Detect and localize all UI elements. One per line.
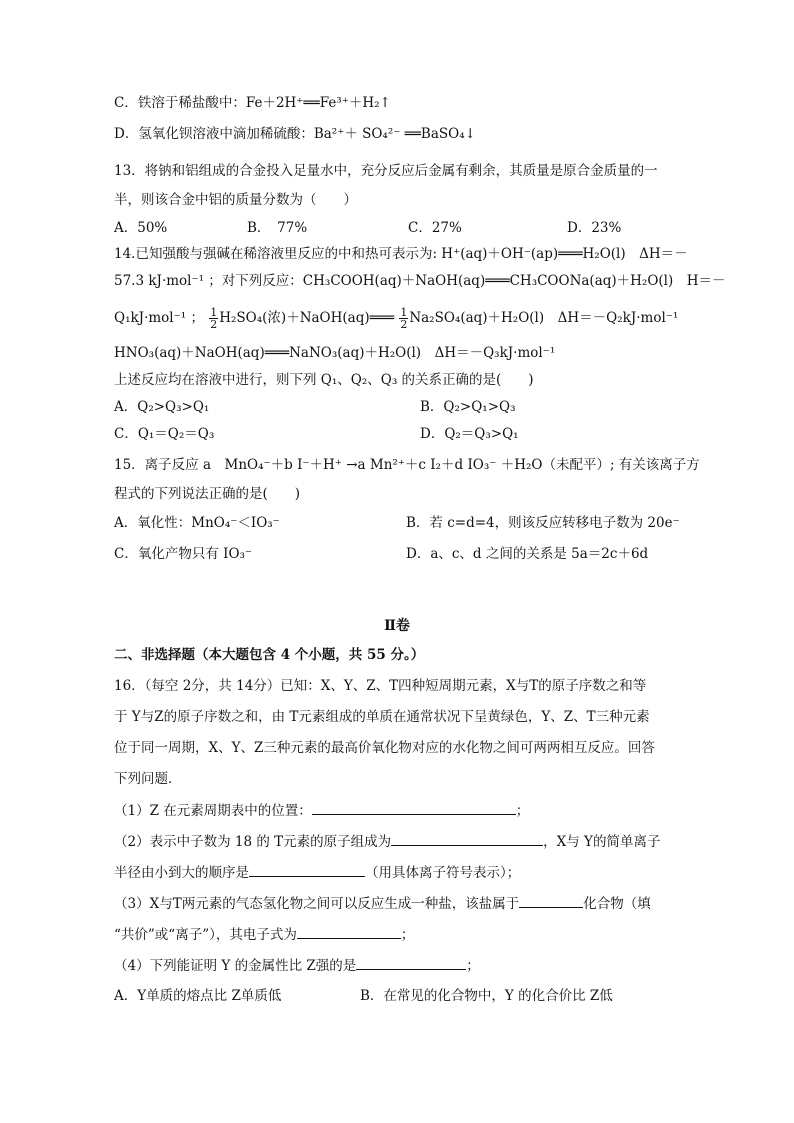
q16-sub4 xyxy=(114,955,480,976)
q15-option-a: A．氧化性：MnO₄⁻＜IO₃⁻ xyxy=(114,515,280,531)
q14-option-d: D．Q₂＝Q₃>Q₁ xyxy=(420,426,519,442)
q16-sub4-end: ； xyxy=(466,958,480,974)
q14-stem-line4: HNO₃(aq)＋NaOH(aq)═══NaNO₃(aq)＋H₂O(l) ΔH＝－Q₃kJ·mol⁻¹ xyxy=(114,345,556,361)
q14-stem-line3 xyxy=(114,307,678,330)
q15-option-b: B．若 c=d=4，则该反应转移电子数为 20e⁻ xyxy=(406,515,680,531)
q12-option-c: C．铁溶于稀盐酸中：Fe＋2H⁺══Fe³⁺＋H₂↑ xyxy=(114,95,391,111)
q15-option-d: D．a、c、d 之间的关系是 5a＝2c＋6d xyxy=(406,546,649,562)
answer-blank-1[interactable] xyxy=(312,800,516,815)
q15-option-c: C．氧化产物只有 IO₃⁻ xyxy=(114,546,253,562)
q16-sub2-cont xyxy=(114,862,520,883)
answer-blank-3[interactable] xyxy=(249,862,365,877)
q16-sub3-text: （3）X与T两元素的气态氢化物之间可以反应生成一种盐，该盐属于 xyxy=(114,896,520,912)
q15-stem-line1: 15．离子反应 a MnO₄⁻＋b I⁻＋H⁺ →a Mn²⁺＋c I₂＋d IO₃⁻ ＋H₂O（未配平）; 有关该离子方 xyxy=(114,457,700,473)
q12-option-d: D．氢氧化钡溶液中滴加稀硫酸：Ba²⁺＋ SO₄²⁻ ══BaSO₄↓ xyxy=(114,126,476,142)
q13-stem-line1: 13．将钠和铝组成的合金投入足量水中，充分反应后金属有剩余，其质量是原合金质量的一 xyxy=(114,163,658,179)
q16-stem-line1: 16．（每空 2分，共 14分）已知：X、Y、Z、T四种短周期元素，X与T的原子序数之和等 xyxy=(114,678,647,694)
q13-option-d: D．23% xyxy=(567,220,622,236)
q14-line3-part-a: Q₁kJ·mol⁻¹ ； xyxy=(114,310,204,326)
q13-option-b: B． 77% xyxy=(247,220,308,236)
q16-option-b: B．在常见的化合物中，Y 的化合价比 Z低 xyxy=(360,988,613,1004)
part2-title: Ⅱ卷 xyxy=(384,618,410,634)
q16-option-a: A．Y单质的熔点比 Z单质低 xyxy=(114,988,282,1004)
frac-numerator: 1 xyxy=(210,306,218,319)
answer-blank-2[interactable] xyxy=(391,831,543,846)
q16-stem-line2: 于 Y与Z的原子序数之和，由 T元素组成的单质在通常状况下呈黄绿色，Y、Z、T三种元素 xyxy=(114,709,650,725)
q15-stem-line2: 程式的下列说法正确的是( ) xyxy=(114,486,301,502)
q16-sub2-text3: 半径由小到大的顺序是 xyxy=(114,865,249,881)
q14-fraction-half-1 xyxy=(209,307,218,330)
q14-option-a: A．Q₂>Q₃>Q₁ xyxy=(114,399,210,415)
frac-numerator: 1 xyxy=(400,306,408,319)
q16-stem-line3: 位于同一周期，X、Y、Z三种元素的最高价氧化物对应的水化物之间可两两相互反应。回答 xyxy=(114,740,655,756)
q16-sub1 xyxy=(114,800,529,821)
answer-blank-6[interactable] xyxy=(356,955,466,970)
q14-option-b: B．Q₂>Q₁>Q₃ xyxy=(420,399,516,415)
frac-denominator: 2 xyxy=(400,318,408,331)
q16-sub4-text: （4）下列能证明 Y 的金属性比 Z强的是 xyxy=(114,958,357,974)
answer-blank-4[interactable] xyxy=(519,893,583,908)
q16-stem-line4: 下列问题． xyxy=(114,771,182,787)
q16-sub3-text4: ； xyxy=(400,927,415,943)
frac-denominator: 2 xyxy=(210,318,218,331)
q16-sub2 xyxy=(114,831,660,852)
q14-stem-line1: 14.已知强酸与强碱在稀溶液里反应的中和热可表示为: H⁺(aq)＋OH⁻(ap)═══H₂O(l) ΔH＝－ xyxy=(114,246,688,262)
answer-blank-5[interactable] xyxy=(297,924,401,939)
q14-option-c: C．Q₁＝Q₂＝Q₃ xyxy=(114,426,215,442)
q16-sub3-text3: “共价”或“离子”），其电子式为 xyxy=(114,927,297,943)
q16-sub2-text: （2）表示中子数为 18 的 T元素的原子组成为 xyxy=(114,834,392,850)
q14-fraction-half-2 xyxy=(399,307,408,330)
q16-sub2-text2: ，X与 Y的简单离子 xyxy=(543,834,661,850)
q13-stem-line2: 半，则该合金中铝的质量分数为（ ） xyxy=(114,192,357,208)
q13-option-a: A．50% xyxy=(114,220,168,236)
q16-sub3-text2: 化合物（填 xyxy=(583,896,651,912)
q16-sub3-cont xyxy=(114,924,414,945)
q14-stem-line2: 57.3 kJ·mol⁻¹ ；对下列反应：CH₃COOH(aq)＋NaOH(aq)═══CH₃COONa(aq)＋H₂O(l) H＝－ xyxy=(114,273,726,289)
q14-stem-line5: 上述反应均在溶液中进行，则下列 Q₁、Q₂、Q₃ 的关系正确的是( ) xyxy=(114,372,534,388)
q16-sub2-text4: （用具体离子符号表示）； xyxy=(365,865,521,881)
q16-sub3 xyxy=(114,893,651,914)
q14-line3-part-b: H₂SO₄(浓)＋NaOH(aq)═══ xyxy=(219,310,395,326)
q16-sub1-text: （1）Z 在元素周期表中的位置： xyxy=(114,803,312,819)
part2-heading: 二、非选择题（本大题包含 4 个小题，共 55 分。） xyxy=(114,647,425,663)
q14-line3-part-c: Na₂SO₄(aq)＋H₂O(l) ΔH＝－Q₂kJ·mol⁻¹ xyxy=(409,310,679,326)
q16-sub1-end: ； xyxy=(515,803,530,819)
q13-option-c: C．27% xyxy=(408,220,462,236)
